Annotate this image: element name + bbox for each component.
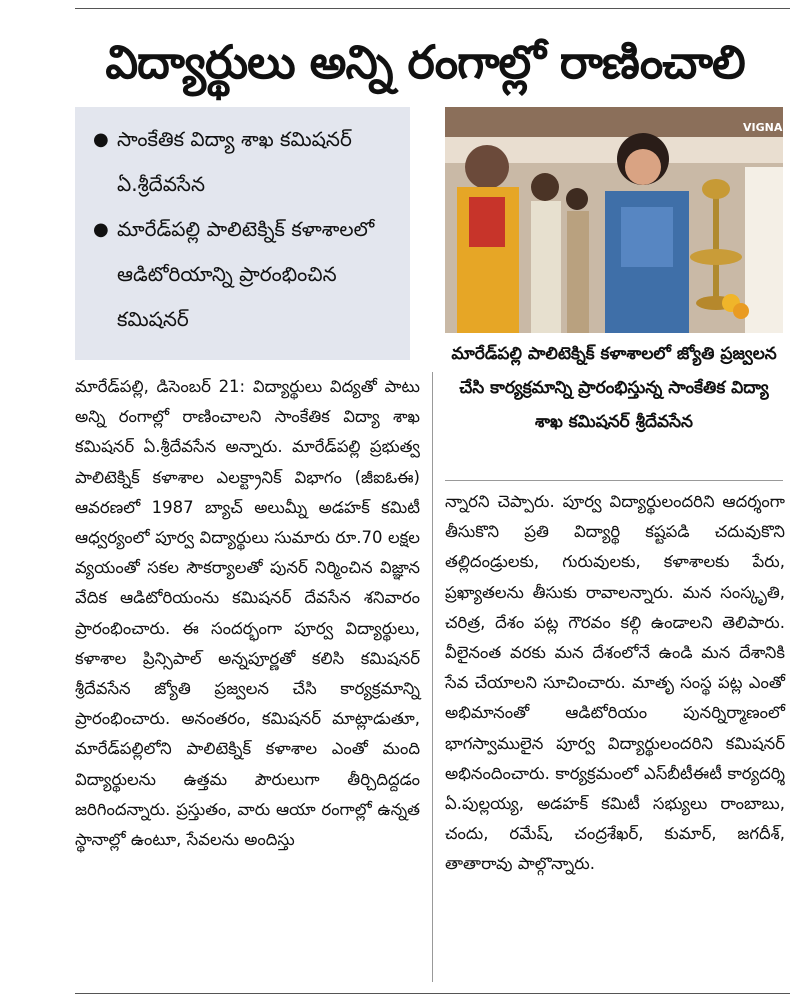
highlight-item xyxy=(93,117,400,207)
photo-caption: మారేడ్‌పల్లి పాలిటెక్నిక్ కళాశాలలో జ్యోతి ప్రజ్వలన చేసి కార్యక్రమాన్ని ప్రారంభిస్తున్న సాంకేతిక విద్యా శాఖ కమిషనర్ శ్రీదేవసేన xyxy=(451,344,777,432)
bullet-icon: ● xyxy=(93,129,109,150)
article-body-right: న్నారని చెప్పారు. పూర్వ విద్యార్థులందరిని ఆదర్శంగా తీసుకొని ప్రతి విద్యార్థి కష్టపడి చదువుకొని తల్లిదండ్రులకు, గురువులకు, కళాశాలకు పేరు, ప్రఖ్యాతలను తీసుకు రావాలన్నారు. మన సంస్కృతి, చరిత్ర, దేశం పట్ల గౌరవం కల్గి ఉండాలని తెలిపారు. వీలైనంత వరకు మన దేశంలోనే ఉండి మన దేశానికి సేవ చేయాలని సూచించారు. మాతృ సంస్థ పట్ల ఎంతో అభిమానంతో ఆడిటోరియం పునర్నిర్మాణంలో భాగస్వాములైన పూర్వ విద్యార్థులందరిని కమిషనర్ అభినందించారు. కార్యక్రమంలో ఎస్‌బీటీఈటీ కార్యదర్శి ఏ.పుల్లయ్య, అడహక్ కమిటీ సభ్యులు రాంబాబు, చందు, రమేష్, చంద్రశేఖర్, కుమార్, జగదీశ్, తాతారావు పాల్గొన్నారు. xyxy=(445,492,785,874)
bottom-rule xyxy=(75,993,790,994)
bullet-icon: ● xyxy=(93,219,109,240)
headline: విద్యార్థులు అన్ని రంగాల్లో రాణించాలి xyxy=(105,35,745,89)
top-rule xyxy=(75,8,790,9)
highlight-text: మారేడ్‌పల్లి పాలిటెక్నిక్ కళాశాలలో ఆడిటోరియాన్ని ప్రారంభించిన కమిషనర్ xyxy=(117,217,375,331)
article-body-left: మారేడ్‌పల్లి, డిసెంబర్ 21: విద్యార్థులు విద్యతో పాటు అన్ని రంగాల్లో రాణించాలని సాంకేతిక విద్యా శాఖ కమిషనర్ ఏ.శ్రీదేవసేన అన్నారు. మారేడ్‌పల్లి ప్రభుత్వ పాలిటెక్నిక్ కళాశాల ఎలక్ట్రానిక్ విభాగం (జీఐఓఈ) ఆవరణలో 1987 బ్యాచ్ అలుమ్నీ అడహక్ కమిటీ ఆధ్వర్యంలో పూర్వ విద్యార్థులు సుమారు రూ.70 లక్షల వ్యయంతో సకల సౌకర్యాలతో పునర్ నిర్మించిన విజ్ఞాన వేదిక ఆడిటోరియంను కమిషనర్ దేవసేన శనివారం ప్రారంభించారు. ఈ సందర్భంగా పూర్వ విద్యార్థులు, కళాశాల ప్రిన్సిపాల్ అన్నపూర్ణతో కలిసి కమిషనర్ శ్రీదేవసేన జ్యోతి ప్రజ్వలన చేసి కార్యక్రమాన్ని ప్రారంభించారు. అనంతరం, కమిషనర్ మాట్లాడుతూ, మారేడ్‌పల్లిలోని పాలిటెక్నిక్ కళాశాల ఎంతో మంది విద్యార్థులను ఉత్తమ పౌరులుగా తీర్చిదిద్దడం జరిగిందన్నారు. ప్రస్తుతం, వారు ఆయా రంగాల్లో ఉన్నత స్థానాల్లో ఉంటూ, సేవలను అందిస్తు xyxy=(75,377,420,850)
column-divider xyxy=(432,372,433,982)
highlights-box xyxy=(75,107,410,360)
caption-divider xyxy=(445,480,783,481)
highlight-item xyxy=(93,207,400,342)
highlight-text: సాంకేతిక విద్యా శాఖ కమిషనర్ ఏ.శ్రీదేవసేన xyxy=(117,127,352,196)
news-photo xyxy=(445,107,783,333)
banner-text: VIGNA xyxy=(743,121,783,134)
